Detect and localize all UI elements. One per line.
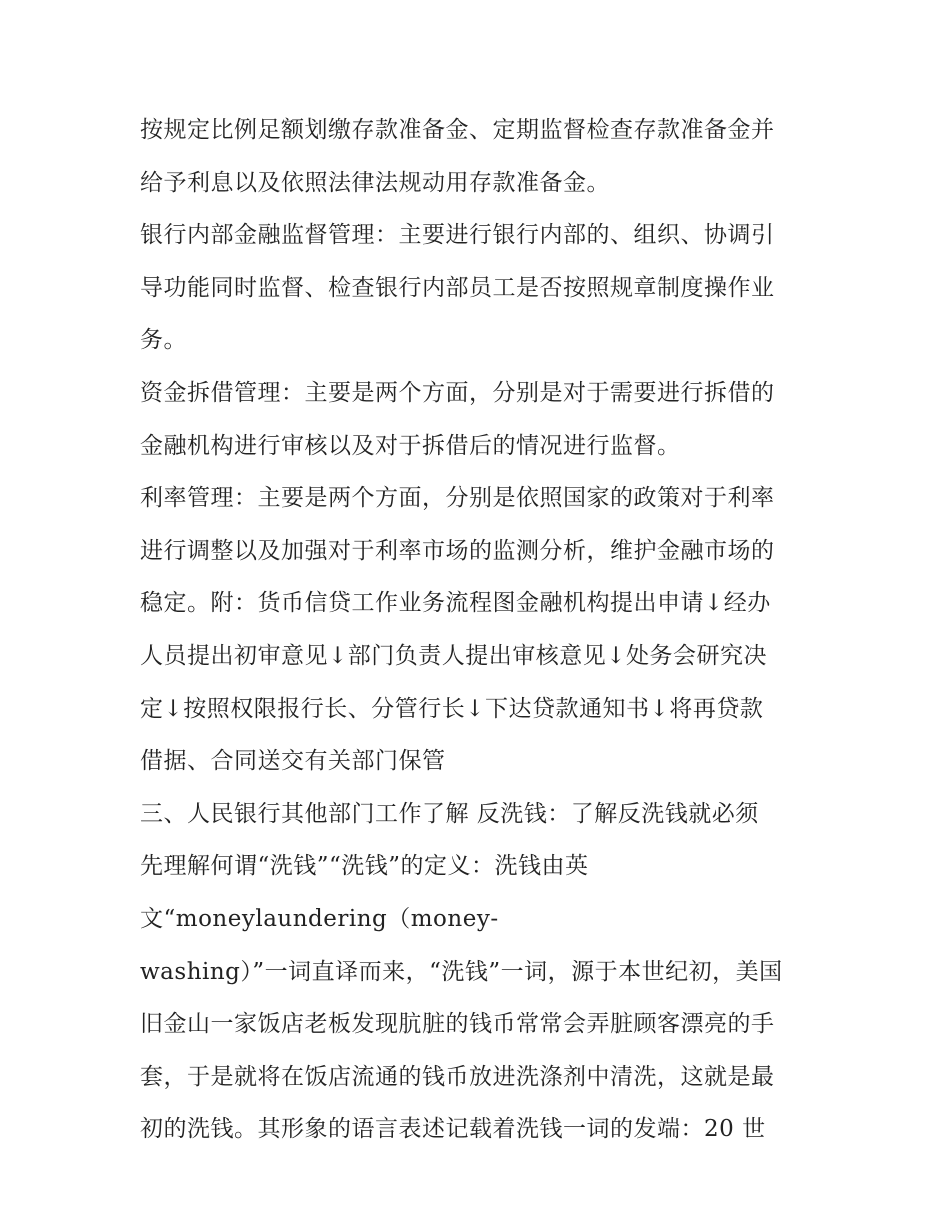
text-line: 进行调整以及加强对于利率市场的监测分析，维护金融市场的: [140, 537, 775, 564]
document-body: [140, 104, 815, 1156]
text-line: 旧金山一家饭店老板发现肮脏的钱币常常会弄脏顾客漂亮的手: [140, 1011, 775, 1038]
text-line: 按规定比例足额划缴存款准备金、定期监督检查存款准备金并: [140, 117, 775, 143]
text-line: 资金拆借管理：主要是两个方面，分别是对于需要进行拆借的: [140, 379, 775, 406]
text-line: 先理解何谓“洗钱”“洗钱”的定义：洗钱由英: [140, 853, 589, 880]
text-line: 借据、合同送交有关部门保管: [140, 748, 446, 775]
text-line: 定↓按照权限报行长、分管行长↓下达贷款通知书↓将再贷款: [140, 695, 764, 722]
text-line: 银行内部金融监督管理：主要进行银行内部的、组织、协调引: [140, 222, 775, 249]
text-line: 稳定。附：货币信贷工作业务流程图金融机构提出申请↓经办: [140, 590, 771, 617]
text-line: 三、人民银行其他部门工作了解 反洗钱：了解反洗钱就必须: [140, 800, 759, 827]
text-line: 人员提出初审意见↓部门负责人提出审核意见↓处务会研究决: [140, 642, 768, 669]
text-line: 文“moneylaundering（money-: [140, 905, 499, 932]
text-line: 务。: [140, 327, 187, 354]
text-line: 利率管理：主要是两个方面，分别是依照国家的政策对于利率: [140, 485, 775, 512]
text-line: 导功能同时监督、检查银行内部员工是否按照规章制度操作业: [140, 274, 775, 301]
text-line: 初的洗钱。其形象的语言表述记载着洗钱一词的发端：20 世: [140, 1116, 766, 1143]
text-line: washing）”一词直译而来，“洗钱”一词，源于本世纪初，美国: [140, 958, 783, 985]
text-line: 套，于是就将在饭店流通的钱币放进洗涤剂中清洗，这就是最: [140, 1063, 775, 1090]
text-line: 金融机构进行审核以及对于拆借后的情况进行监督。: [140, 432, 681, 459]
text-line: 给予利息以及依照法律法规动用存款准备金。: [140, 169, 610, 196]
